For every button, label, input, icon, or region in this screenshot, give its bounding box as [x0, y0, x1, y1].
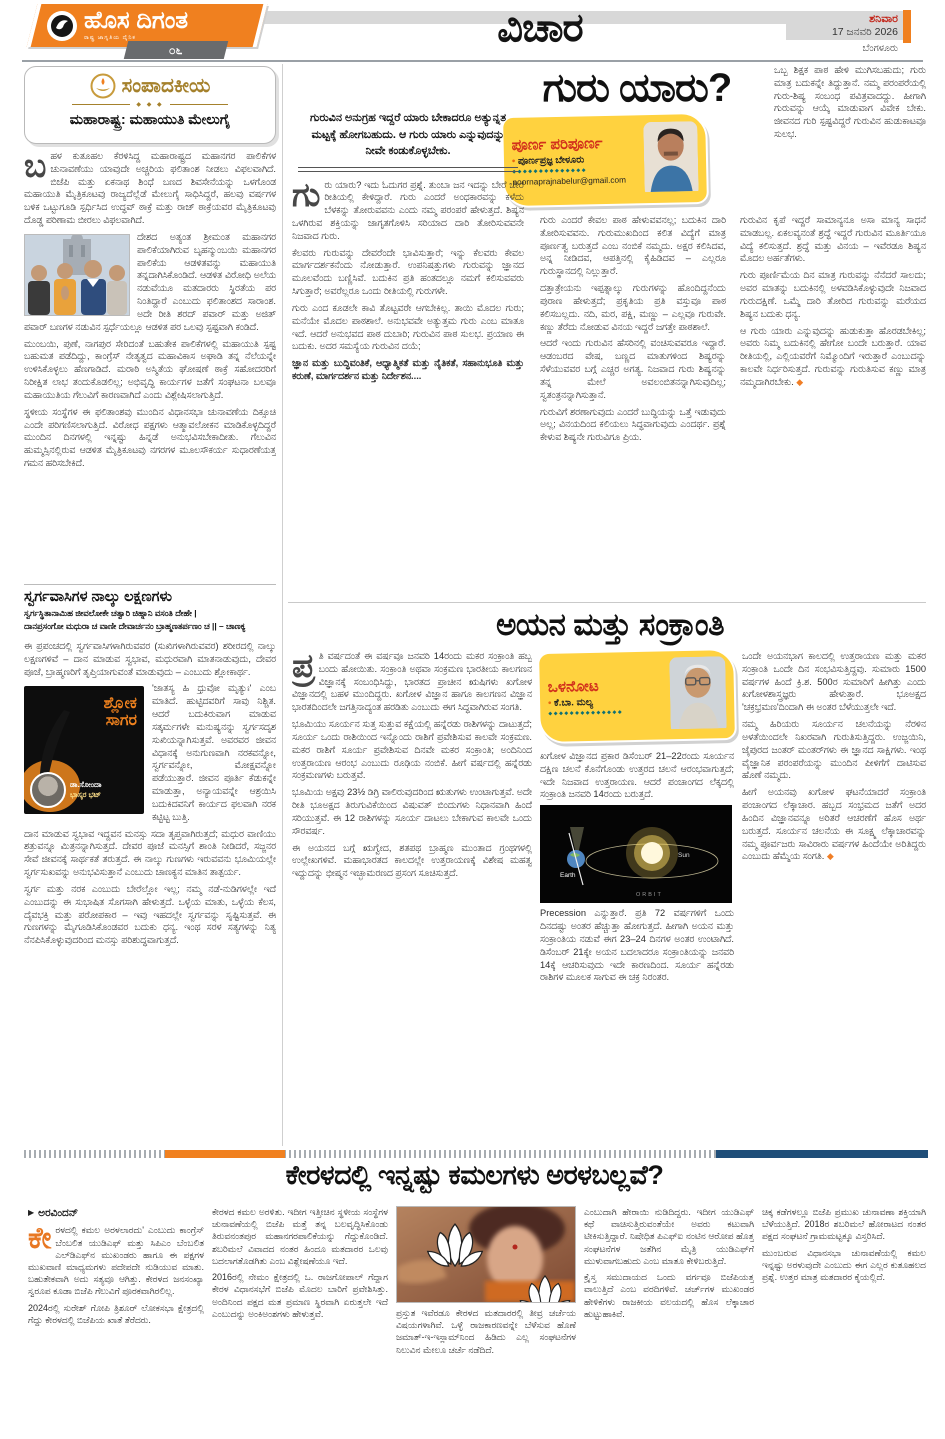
- shloka-box-title-1: ಶ್ಲೋಕ: [103, 695, 137, 713]
- guru-para: ಆ ಗುರು ಯಾರು ಎನ್ನುವುದನ್ನು ಹುಡುಕುತ್ತಾ ಹೊರಡಬೇಕಿಲ್ಲ; ಅವರು ನಿಮ್ಮ ಬದುಕಿನಲ್ಲಿ ಹೇಗೋ ಬಂದೇ ಬರುತ್ತಾರೆ. ಯಾವ ರೀತಿಯಲ್ಲಿ, ಎಲ್ಲಿಯವರೆಗೆ ನಿಮ್ಮೊಂದಿಗೆ ಇರುತ್ತಾರೆ ಎಂಬುದನ್ನು ಕಾಲವೇ ನಿರ್ಧರಿಸುತ್ತದೆ. ಗುರುವನ್ನು ಗುರುತಿಸುವ ಕಣ್ಣು ಮಾತ್ರ ನಮ್ಮದಾಗಿರಬೇಕು. ◆: [740, 325, 926, 387]
- paper-name: ಹೊಸ ದಿಗಂತ: [84, 7, 189, 34]
- kerala-para: ಎಂಬುದಾಗಿ ಹೇರಾಯಿ ನುಡಿದಿದ್ದರು. ಇದೀಗ ಯುಡಿಎಫ್ ಕಥೆ ವಾಚಿಸುತ್ತಿರುವಂತೆಯೇ ಅವರು ಕಟುವಾಗಿ ಟೀಕಿಸುತ್ತಿದ್ದಾರೆ. ನಿಷೇಧಿತ ಪಿಎಫ್‌ಐ ನಂಟಿನ ಆರೋಪ ಹೊತ್ತ ಸಂಘಟನೆಗಳ ಜತೆಗಿನ ಮೈತ್ರಿ ಯುಡಿಎಫ್‌ಗೆ ಮುಳುವಾಗಬಹುದು ಎಂಬ ಮಾತೂ ಕೇಳಿಬರುತ್ತಿದೆ.: [584, 1207, 754, 1266]
- ayana-headline: ಅಯನ ಮತ್ತು ಸಂಕ್ರಾಂತಿ: [495, 607, 725, 642]
- editorial-headline: ಮಹಾರಾಷ್ಟ್ರ: ಮಹಾಯುತಿ ಮೇಲುಗೈ: [69, 111, 231, 127]
- kerala-para: ಕೇರಳದ ಕಮಲ ಅರಳಿತು. ಇದೀಗ ಇತ್ತೀಚಿನ ಸ್ಥಳೀಯ ಸಂಸ್ಥೆಗಳ ಚುನಾವಣೆಯಲ್ಲಿ ಬಿಜೆಪಿ ಮತ್ತೆ ತನ್ನ ಬಲವೃದ್ಧಿಸಿಕೊಂಡು ತಿರುವನಂತಪುರ ಮಹಾನಗರಪಾಲಿಕೆಯನ್ನು ಗೆದ್ದುಕೊಂಡಿದೆ. ಶಬರಿಮಲೆ ವಿವಾದದ ನಂತರ ಹಿಂದೂ ಮತದಾರರ ಒಲವು ಬದಲಾಗತೊಡಗಿತು ಎಂಬ ವಿಶ್ಲೇಷಣೆಯೂ ಇದೆ.: [212, 1207, 388, 1266]
- diagram-label-earth: Earth: [560, 872, 576, 880]
- ayana-para: ನಮ್ಮ ಹಿರಿಯರು ಸೂರ್ಯನ ಚಲನೆಯನ್ನು ನೆರಳಿನ ಅಳತೆಯಿಂದಲೇ ನಿಖರವಾಗಿ ಗುರುತಿಸುತ್ತಿದ್ದರು. ಉಜ್ಜಯಿನಿ, ಜೈಪುರದ ಜಂತರ್ ಮಂತರ್‌ಗಳು ಈ ಜ್ಞಾನದ ಸಾಕ್ಷಿಗಳು. ಇಂಥ ವೈಜ್ಞಾನಿಕ ಪರಂಪರೆಯನ್ನು ಮುಂದಿನ ಪೀಳಿಗೆಗೆ ದಾಟಿಸುವ ಹೊಣೆ ನಮ್ಮದು.: [742, 719, 926, 781]
- ayana-para: ಒಂದೇ ಅಯನಭಾಗ ಕಾಲದಲ್ಲಿ ಉತ್ತರಾಯಣ ಮತ್ತು ಮಕರ ಸಂಕ್ರಾಂತಿ ಒಂದೇ ದಿನ ಸಂಭವಿಸುತ್ತಿದ್ದವು. ಸುಮಾರು 1500 ವರ್ಷಗಳ ಹಿಂದೆ ಕ್ರಿ.ಶ. 500ರ ಸುಮಾರಿಗೆ ಹೀಗಿತ್ತು ಎಂದು ಖಗೋಳಶಾಸ್ತ್ರಜ್ಞರು ಹೇಳುತ್ತಾರೆ. ಭೂಅಕ್ಷದ 'ಚಕ್ರಭ್ರಮಣ'ದಿಂದಾಗಿ ಈ ಅಂತರ ಬೆಳೆಯುತ್ತಲೇ ಇದೆ.: [742, 651, 926, 713]
- kerala-para: ರಳದಲ್ಲಿ ಕಮಲ ಅರಳಲಾರದು' ಎಂಬುದು ಕಾಂಗ್ರೆಸ್ ಬೆಂಬಲಿತ ಯುಡಿಎಫ್ ಮತ್ತು ಸಿಪಿಎಂ ಬೆಂಬಲಿತ ಎಲ್‌ಡಿಎಫ್‌ನ ಮುಖಂಡರು ಹಾಗೂ ಈ ಪಕ್ಷಗಳ ಮುಖವಾಣಿ ಮಾಧ್ಯಮಗಳು ಪದೇಪದೇ ನುಡಿಯುವ ಮಾತು. ಬಹುತೇಕವಾಗಿ ಅದು ಸತ್ಯವೂ ಆಗಿತ್ತು. ಕೇರಳದ ಜನಸಂಖ್ಯಾ ಸ್ವರೂಪ ಕೂಡಾ ಬಿಜೆಪಿ ಗೆಲುವಿಗೆ ಪೂರಕವಾಗಿರಲಿಲ್ಲ.: [28, 1225, 204, 1297]
- masthead-emblem-icon: [46, 10, 78, 42]
- guru-col-3: [740, 214, 926, 598]
- guru-col-3-top: [774, 64, 926, 210]
- shloka-para: ಸ್ವರ್ಗ ಮತ್ತು ನರಕ ಎಂಬುದು ಬೇರೆಲ್ಲೋ ಇಲ್ಲ; ನಮ್ಮ ನಡೆ-ನುಡಿಗಳಲ್ಲೇ ಇದೆ ಎಂಬುದನ್ನು ಈ ಸುಭಾಷಿತ ಸೊಗಸಾಗಿ ಹೇಳುತ್ತದೆ. ಒಳ್ಳೆಯ ಮಾತು, ಒಳ್ಳೆಯ ಕೆಲಸ, ದೈವಭಕ್ತಿ ಮತ್ತು ಪರೋಪಕಾರ – ಇವು ಇಹದಲ್ಲೇ ಸ್ವರ್ಗವನ್ನು ಸೃಷ್ಟಿಸುತ್ತವೆ. ಈ ಗುಣಗಳನ್ನು ಮೈಗೂಡಿಸಿಕೊಂಡವರ ಬದುಕು ಧನ್ಯ. ಇಂಥ ಸರಳ ಸತ್ಯಗಳನ್ನು ನಿತ್ಯ ನೆನಪಿಸಿಕೊಳ್ಳುವುದರಿಂದ ಮನಸ್ಸು ಪರಿಶುದ್ಧವಾಗುತ್ತದೆ.: [24, 883, 276, 946]
- guru-para: ಗುರುವಿಗೆ ಶರಣಾಗುವುದು ಎಂದರೆ ಬುದ್ಧಿಯನ್ನು ಒತ್ತೆ ಇಡುವುದು ಅಲ್ಲ; ವಿನಯದಿಂದ ಕಲಿಯಲು ಸಿದ್ಧವಾಗುವುದು ಎಂದರ್ಥ. ಪ್ರಶ್ನೆ ಕೇಳುವ ಶಿಷ್ಯನೇ ಗುರುವಿಗೂ ಪ್ರಿಯ.: [540, 406, 726, 443]
- separator-orange-bar: [165, 1150, 285, 1158]
- guru-headline: ಗುರು ಯಾರು?: [542, 66, 732, 110]
- editorial-para: ಹಳ ಕುತೂಹಲ ಕೆರಳಿಸಿದ್ದ ಮಹಾರಾಷ್ಟ್ರದ ಮಹಾನಗರ ಪಾಲಿಕೆಗಳ ಚುನಾವಣೆಯು ಯಾವುದೇ ಅಚ್ಚರಿಯ ಫಲಿತಾಂಶ ನೀಡಲು ವಿಫಲವಾಗಿದೆ. ಬಿಜೆಪಿ ಮತ್ತು ಏಕನಾಥ ಶಿಂಧೆ ಬಣದ ಶಿವಸೇನೆಯನ್ನು ಒಳಗೊಂಡ ಮಹಾಯುತಿ ಮೈತ್ರಿಕೂಟವು ರಾಜ್ಯದೆಲ್ಲೆಡೆ ಮೇಲುಗೈ ಸಾಧಿಸಿದ್ದರೆ, ಹಲವು ವರ್ಷಗಳ ಬಳಿಕ ಒಟ್ಟುಗೂಡಿ ಸ್ಪರ್ಧಿಸಿದ ಉದ್ಧವ್ ಠಾಕ್ರೆ ಮತ್ತು ರಾಜ್ ಠಾಕ್ರೆಯವರ ಮೈತ್ರಿಕೂಟವು ದೊಡ್ಡ ಪರಿಣಾಮ ಬೀರಲು ವಿಫಲವಾಗಿದೆ.: [24, 151, 276, 226]
- diagram-label-sun: Sun: [678, 852, 690, 860]
- ayana-para: ಹೀಗೆ ಅಯನವು ಖಗೋಳ ಘಟನೆಯಾದರೆ ಸಂಕ್ರಾಂತಿ ಪಂಚಾಂಗದ ಲೆಕ್ಕಾಚಾರ. ಹಬ್ಬದ ಸಂಭ್ರಮದ ಜತೆಗೆ ಅದರ ಹಿಂದಿನ ವಿಜ್ಞಾನವನ್ನೂ ಅರಿತರೆ ಆಚರಣೆಗೆ ಹೊಸ ಅರ್ಥ ಬರುತ್ತದೆ. ಸೂರ್ಯನ ಚಲನೆಯ ಈ ಸೂಕ್ಷ್ಮ ಲೆಕ್ಕಾಚಾರವನ್ನು ನಮ್ಮ ಪೂರ್ವಜರು ಸಾವಿರಾರು ವರ್ಷಗಳ ಹಿಂದೆಯೇ ಅರಿತಿದ್ದರು ಎಂಬುದು ಹೆಮ್ಮೆಯ ಸಂಗತಿ. ◆: [742, 787, 926, 862]
- shloka-body: [24, 640, 276, 1145]
- shloka-para: ಈ ಪ್ರಪಂಚದಲ್ಲಿ ಸ್ವರ್ಗವಾಸಿಗಳಾಗಿರುವವರ (ಸುಖಿಗಳಾಗಿರುವವರ) ಶರೀರದಲ್ಲಿ ನಾಲ್ಕು ಲಕ್ಷಣಗಳಿವೆ – ದಾನ ಮಾಡುವ ಸ್ವಭಾವ, ಮಧುರವಾಗಿ ಮಾತನಾಡುವುದು, ದೇವರ ಪೂಜೆ, ಬ್ರಾಹ್ಮಣರಿಗೆ ತೃಪ್ತಿಯಾಗುವಂತೆ ಮಾಡುವುದು – ಎಂಬುದು ಶ್ಲೋಕಾರ್ಥ.: [24, 641, 276, 677]
- kerala-drop-cap: ಕೇ: [28, 1222, 52, 1256]
- ayana-para: ತಿ ವರ್ಷದಂತೆ ಈ ವರ್ಷವೂ ಜನವರಿ 14ರಂದು ಮಕರ ಸಂಕ್ರಾಂತಿ ಹಬ್ಬ ಬಂದು ಹೋಯಿತು. ಸಂಕ್ರಾಂತಿ ಅಥವಾ ಸಂಕ್ರಮಣ ಭಾರತೀಯ ಕಾಲಗಣನ ವಿಜ್ಞಾನಕ್ಕೆ ಸಂಬಂಧಿಸಿದ್ದು, ಭಾರತದ ಪ್ರಾಚೀನ ಋಷಿಗಳು ಖಗೋಳ ವಿಜ್ಞಾನದಲ್ಲಿ ಬಹಳ ಮುಂದಿದ್ದರು. ಖಗೋಳ ವಿಜ್ಞಾನ ಹಾಗೂ ಕಾಲಗಣನ ವಿಜ್ಞಾನ ಭಾರತದಿಂದಲೇ ಜಗತ್ತಿನಾದ್ಯಂತ ಹರಡಿತು ಎಂಬುದು ಈಗ ಸಿದ್ಧವಾಗಿರುವ ಸಂಗತಿ.: [292, 651, 532, 713]
- guru-para: ಕೆಲವರು ಗುರುವನ್ನು ದೇವರೆಂದೇ ಭಾವಿಸುತ್ತಾರೆ; ಇನ್ನು ಕೆಲವರು ಕೇವಲ ಮಾರ್ಗದರ್ಶಕನೆಂದು ನೋಡುತ್ತಾರೆ. ಉಪನಿಷತ್ತುಗಳು ಗುರುವನ್ನು ಜ್ಞಾನದ ಮೂಲವೆಂದು ಬಣ್ಣಿಸಿವೆ. ಬದುಕಿನ ಪ್ರತಿ ಹಂತದಲ್ಲೂ ನಮಗೆ ಕಲಿಸುವವರು ಸಿಗುತ್ತಾರೆ; ಅವರೆಲ್ಲರೂ ಒಂದು ರೀತಿಯಲ್ಲಿ ಗುರುಗಳೇ.: [292, 247, 524, 297]
- guru-para: ಒಬ್ಬ ಶಿಕ್ಷಕ ಪಾಠ ಹೇಳಿ ಮುಗಿಸಬಹುದು; ಗುರು ಮಾತ್ರ ಬದುಕನ್ನೇ ತಿದ್ದುತ್ತಾನೆ. ನಮ್ಮ ಪರಂಪರೆಯಲ್ಲಿ ಗುರು-ಶಿಷ್ಯ ಸಂಬಂಧ ಪವಿತ್ರವಾದದ್ದು. ಹೀಗಾಗಿ ಗುರುವನ್ನು ಆಯ್ಕೆ ಮಾಡುವಾಗ ವಿವೇಕ ಬೇಕು. ಜೀವನದ ಗುರಿ ಸ್ಪಷ್ಟವಿದ್ದರೆ ಗುರುವಿನ ಹುಡುಕಾಟವೂ ಸುಲಭ.: [774, 65, 926, 140]
- editorial-header-box: [24, 66, 276, 144]
- lotus-photo: [396, 1206, 576, 1303]
- ayana-para: ಖಗೋಳ ವಿಜ್ಞಾನದ ಪ್ರಕಾರ ಡಿಸೆಂಬರ್ 21–22ರಂದು ಸೂರ್ಯನ ದಕ್ಷಿಣ ಚಲನೆ ಕೊನೆಗೊಂಡು ಉತ್ತರದ ಚಲನೆ ಆರಂಭವಾಗುತ್ತದೆ; ಇದೇ ನಿಜವಾದ ಉತ್ತರಾಯಣ. ಆದರೆ ಪಂಚಾಂಗದ ಲೆಕ್ಕದಲ್ಲಿ ಸಂಕ್ರಾಂತಿ ಜನವರಿ 14ರಂದು ಬರುತ್ತದೆ.: [540, 751, 734, 800]
- ayana-para: ಭೂಮಿಯು ಸೂರ್ಯನ ಸುತ್ತ ಸುತ್ತುವ ಕಕ್ಷೆಯಲ್ಲಿ ಹನ್ನೆರಡು ರಾಶಿಗಳನ್ನು ದಾಟುತ್ತದೆ; ಸೂರ್ಯ ಒಂದು ರಾಶಿಯಿಂದ ಇನ್ನೊಂದು ರಾಶಿಗೆ ಪ್ರವೇಶಿಸುವ ಕಾಲವೇ ಸಂಕ್ರಮಣ. ಮಕರ ರಾಶಿಗೆ ಸೂರ್ಯ ಪ್ರವೇಶಿಸುವ ದಿನವೇ ಮಕರ ಸಂಕ್ರಾಂತಿ; ಅಂದಿನಿಂದ ಉತ್ತರಾಯಣ ಆರಂಭ ಎಂಬುದು ರೂಢಿಯ ನಂಬಿಕೆ. ಹೀಗೆ ವರ್ಷದಲ್ಲಿ ಹನ್ನೆರಡು ಸಂಕ್ರಮಣಗಳು ಬರುತ್ತವೆ.: [292, 719, 532, 781]
- kerala-para: 2024ರಲ್ಲಿ ಸುರೇಶ್ ಗೋಪಿ ತ್ರಿಶೂರ್ ಲೋಕಸಭಾ ಕ್ಷೇತ್ರದಲ್ಲಿ ಗೆದ್ದು ಕೇರಳದಲ್ಲಿ ಬಿಜೆಪಿಯ ಖಾತೆ ತೆರೆದರು.: [28, 1302, 204, 1325]
- shloka-verse: [24, 607, 276, 633]
- guru-para: ಗುರು ಪೂರ್ಣಿಮೆಯ ದಿನ ಮಾತ್ರ ಗುರುವನ್ನು ನೆನೆದರೆ ಸಾಲದು; ಅವರ ಮಾತನ್ನು ಬದುಕಿನಲ್ಲಿ ಅಳವಡಿಸಿಕೊಳ್ಳುವುದೇ ನಿಜವಾದ ಗುರುದಕ್ಷಿಣೆ. ಒಮ್ಮೆ ದಾರಿ ತೋರಿದ ಗುರುವನ್ನು ಮರೆಯದ ಶಿಷ್ಯನ ಬದುಕು ಧನ್ಯ.: [740, 270, 926, 319]
- kerala-byline: [28, 1206, 204, 1220]
- ayana-box-dots: ◆◆◆◆◆◆◆◆◆◆◆◆◆◆: [548, 709, 624, 717]
- kerala-col-1: [28, 1206, 204, 1436]
- shloka-author-name-1: ಡಾ.ಸೋಂದಾ: [70, 780, 102, 790]
- article-end-mark: ◆: [826, 851, 834, 862]
- section-separator-stripes: [24, 1150, 925, 1158]
- masthead-orange-tick: [903, 10, 911, 43]
- shloka-box-title-2: ಸಾಗರ: [105, 712, 137, 730]
- ayana-author-name: ಕೆ.ಬಾ. ಮಲ್ಯ: [553, 696, 594, 709]
- shloka-verse-line1: ಸ್ವರ್ಗಸ್ಥಿತಾನಾಮಿಹ ಜೀವಲೋಕೇ ಚತ್ವಾರಿ ಚಿಹ್ನಾನಿ ವಸಂತಿ ದೇಹೇ |: [24, 608, 197, 618]
- editorial-emblem-icon: [90, 73, 116, 99]
- guru-box-dots: ◆◆◆◆◆◆◆◆◆◆◆◆◆◆: [512, 167, 588, 175]
- guru-drop-cap: ಗು: [292, 175, 321, 213]
- shloka-para: 'ಜಾತಸ್ಯ ಹಿ ಧ್ರುವೋ ಮೃತ್ಯುಃ' ಎಂಬ ಮಾತಿದೆ. ಹುಟ್ಟಿದವರಿಗೆ ಸಾವು ನಿಶ್ಚಿತ. ಆದರೆ ಬದುಕಿರುವಾಗ ಮಾಡುವ ಸತ್ಕರ್ಮಗಳೇ ಮನುಷ್ಯನನ್ನು ಸ್ವರ್ಗಸದೃಶ ಸುಖಿಯನ್ನಾಗಿಸುತ್ತವೆ. ಅವರವರ ಜೀವನ ವಿಧಾನಕ್ಕೆ ಅನುಗುಣವಾಗಿ ನರಕವನ್ನೋ, ಸ್ವರ್ಗವನ್ನೋ, ಮೋಕ್ಷವನ್ನೋ ಪಡೆಯುತ್ತಾರೆ. ಜೀವನ ಪೂರ್ತಿ ಕೆಡುಕನ್ನೇ ಮಾಡುತ್ತಾ, ಅನ್ಯಾಯವನ್ನೇ ಆಶ್ರಯಿಸಿ ಬದುಕಿದವನಿಗೆ ಕಾರ್ಯದ ಫಲವಾಗಿ ನರಕ ಕಟ್ಟಿಟ್ಟ ಬುತ್ತಿ.: [152, 683, 276, 822]
- ayana-author-photo: [669, 656, 727, 734]
- kerala-byline-name: ಅರವಿಂದನ್: [38, 1207, 79, 1219]
- masthead-day: ಶನಿವಾರ: [869, 13, 898, 25]
- masthead-rule: [22, 60, 923, 62]
- kerala-col-4: [584, 1206, 754, 1436]
- kerala-para: ಕ್ರೈಸ್ತ ಸಮುದಾಯದ ಒಂದು ವರ್ಗವೂ ಬಿಜೆಪಿಯತ್ತ ವಾಲುತ್ತಿದೆ ಎಂಬ ವರದಿಗಳಿವೆ. ಚರ್ಚ್‌ಗಳ ಮುಖಂಡರ ಹೇಳಿಕೆಗಳು ರಾಜಕೀಯ ವಲಯದಲ್ಲಿ ಹೊಸ ಲೆಕ್ಕಾಚಾರ ಹುಟ್ಟುಹಾಕಿವೆ.: [584, 1272, 754, 1319]
- guru-col-1: [292, 110, 524, 598]
- kerala-para: ಮುಂಬರುವ ವಿಧಾನಸಭಾ ಚುನಾವಣೆಯಲ್ಲಿ ಕಮಲ ಇನ್ನಷ್ಟು ಅರಳುವುದೇ ಎಂಬುದು ಈಗ ಎಲ್ಲರ ಕುತೂಹಲದ ಪ್ರಶ್ನೆ. ಉತ್ತರ ಮಾತ್ರ ಮತದಾರರ ಕೈಯಲ್ಲಿದೆ.: [762, 1247, 926, 1283]
- earth-sun-orbit-diagram: [540, 805, 732, 903]
- guru-standfirst: ಗುರುವಿನ ಅನುಗ್ರಹ ಇದ್ದರೆ ಯಾರು ಬೇಕಾದರೂ ಅತ್ಯುನ್ನತ ಮಟ್ಟಕ್ಕೆ ಹೋಗಬಹುದು. ಆ ಗುರು ಯಾರು ಎನ್ನುವುದನ್ನು ನೀವೇ ಕಂಡುಕೊಳ್ಳಬೇಕು.: [309, 112, 507, 157]
- separator-blue-bar: [716, 1150, 928, 1158]
- column-rule: [282, 64, 283, 1146]
- kerala-col-3: [396, 1206, 576, 1436]
- guru-para: ಗುರುವಿನ ಕೃಪೆ ಇದ್ದರೆ ಸಾಮಾನ್ಯನೂ ಅಸಾ ಮಾನ್ಯ ಸಾಧನೆ ಮಾಡಬಲ್ಲ. ಏಕಲವ್ಯನಂತೆ ಶ್ರದ್ಧೆ ಇದ್ದರೆ ಗುರುವಿನ ಮೂರ್ತಿಯೂ ವಿದ್ಯೆ ಕಲಿಸುತ್ತದೆ. ಶ್ರದ್ಧೆ ಮತ್ತು ವಿನಯ – ಇವೆರಡೂ ಶಿಷ್ಯನ ಮೊದಲ ಅರ್ಹತೆಗಳು.: [740, 215, 926, 264]
- standfirst-rule: [298, 167, 518, 172]
- guru-para: ರು ಯಾರು? ಇದು ಓದುಗರ ಪ್ರಶ್ನೆ. ತುಂಬಾ ಜನ ಇದನ್ನು ಬೇರೆ ಬೇರೆ ರೀತಿಯಲ್ಲಿ ಕೇಳಿದ್ದಾರೆ. ಗುರು ಎಂದರೆ ಅಂಧಕಾರವನ್ನು ಕಳೆದು ಬೆಳಕನ್ನು ತೋರುವವನು ಎಂದು ನಮ್ಮ ಪರಂಪರೆ ಹೇಳುತ್ತದೆ. ಶಿಷ್ಯನ ಒಳಗಿರುವ ಶಕ್ತಿಯನ್ನು ಜಾಗೃತಗೊಳಿಸಿ ಸರಿಯಾದ ದಾರಿ ತೋರಿಸುವವನೇ ನಿಜವಾದ ಗುರು.: [292, 179, 524, 241]
- shloka-author-avatar: [30, 772, 66, 808]
- editorial-divider: ◆ ◆ ◆: [33, 101, 267, 108]
- editorial-body: [24, 150, 276, 584]
- section-title: ವಿಚಾರ: [497, 6, 583, 50]
- guru-author-photo: [643, 121, 699, 197]
- editorial-para: ಸ್ಥಳೀಯ ಸಂಸ್ಥೆಗಳ ಈ ಫಲಿತಾಂಶವು ಮುಂದಿನ ವಿಧಾನಸಭಾ ಚುನಾವಣೆಯ ದಿಕ್ಸೂಚಿ ಎಂದೇ ಪರಿಗಣಿಸಲಾಗುತ್ತಿದೆ. ವಿರೋಧ ಪಕ್ಷಗಳು ಆತ್ಮಾವಲೋಕನ ಮಾಡಿಕೊಳ್ಳದಿದ್ದರೆ ಮುಂದಿನ ದಿನಗಳಲ್ಲಿ ಇನ್ನಷ್ಟು ಹಿನ್ನಡೆ ಅನುಭವಿಸಬೇಕಾದೀತು. ಗೆಲುವಿನ ಹುಮ್ಮಸ್ಸಿನಲ್ಲಿರುವ ಆಡಳಿತ ಮೈತ್ರಿಕೂಟವು ನಗರಗಳ ಮೂಲಸೌಕರ್ಯ ಸುಧಾರಣೆಯತ್ತ ಗಮನ ಹರಿಸಬೇಕಿದೆ.: [24, 406, 276, 469]
- ayana-col-3: [742, 650, 926, 1144]
- paper-tagline: ರಾಷ್ಟ್ರ ಜಾಗೃತಿಯ ದೈನಿಕ: [84, 35, 136, 41]
- guru-para: ಗುರು ಎಂದರೆ ಕೇವಲ ಪಾಠ ಹೇಳುವವನಲ್ಲ; ಬದುಕಿನ ದಾರಿ ತೋರಿಸುವವನು. ಗುರುಮುಖದಿಂದ ಕಲಿತ ವಿದ್ಯೆಗೆ ಮಾತ್ರ ಪೂರ್ಣತ್ವ ಬರುತ್ತದೆ ಎಂಬ ನಂಬಿಕೆ ನಮ್ಮದು. ಅಕ್ಷರ ಕಲಿಸಿದವ, ಅನ್ನ ನೀಡಿದವ, ಆಪತ್ತಿನಲ್ಲಿ ಕೈಹಿಡಿದವ – ಎಲ್ಲರೂ ಗುರುಸ್ಥಾನದಲ್ಲಿ ನಿಲ್ಲುತ್ತಾರೆ.: [540, 215, 726, 277]
- kerala-col-2: [212, 1206, 388, 1436]
- editorial-politicians-photo: [24, 234, 130, 316]
- kerala-col-5: [762, 1206, 926, 1436]
- article-divider-rule: [288, 602, 926, 603]
- bullet-icon: •: [548, 697, 552, 709]
- shloka-verse-line2: ದಾನಪ್ರಸಂಗೋ ಮಧುರಾ ಚ ವಾಣೀ ದೇವಾರ್ಚನಂ ಬ್ರಾಹ್ಮಣತರ್ಪಣಂ ಚ || – ಚಾಣಕ್ಯ: [24, 621, 246, 632]
- byline-arrow-icon: ▶: [28, 1207, 35, 1217]
- kerala-headline: ಕೇರಳದಲ್ಲಿ ಇನ್ನಷ್ಟು ಕಮಲಗಳು ಅರಳಬಲ್ಲವೆ?: [285, 1160, 664, 1190]
- ayana-para: ಈ ಅಯನದ ಬಗ್ಗೆ ಋಗ್ವೇದ, ಶತಪಥ ಬ್ರಾಹ್ಮಣ ಮುಂತಾದ ಗ್ರಂಥಗಳಲ್ಲಿ ಉಲ್ಲೇಖಗಳಿವೆ. ಮಹಾಭಾರತದ ಕಾಲದಲ್ಲೇ ಉತ್ತರಾಯಣಕ್ಕೆ ವಿಶೇಷ ಮಹತ್ವ ಇದ್ದುದನ್ನು ಭೀಷ್ಮನ ಇಚ್ಛಾಮರಣದ ಪ್ರಸಂಗ ಸೂಚಿಸುತ್ತದೆ.: [292, 842, 532, 879]
- kerala-para: 2016ರಲ್ಲಿ ನೇಮಂ ಕ್ಷೇತ್ರದಲ್ಲಿ ಒ. ರಾಜಗೋಪಾಲ್ ಗೆದ್ದಾಗ ಕೇರಳ ವಿಧಾನಸಭೆಗೆ ಬಿಜೆಪಿ ಮೊದಲ ಬಾರಿಗೆ ಪ್ರವೇಶಿಸಿತ್ತು. ಅಂದಿನಿಂದ ಪಕ್ಷದ ಮತ ಪ್ರಮಾಣ ಸ್ಥಿರವಾಗಿ ಏರುತ್ತಲೇ ಇದೆ ಎಂಬುದನ್ನು ಅಂಕಿಅಂಶಗಳು ಹೇಳುತ್ತವೆ.: [212, 1272, 388, 1319]
- kerala-para: ಪ್ರಸ್ತುತ ಇವೆರಡೂ ಕೇರಳದ ಮತದಾರರಲ್ಲಿ ತೀವ್ರ ಚರ್ಚೆಯ ವಿಷಯಗಳಾಗಿವೆ. ಒಳ್ಳೆ ರಾಜಕಾರಣವನ್ನೇ ಬೆಳೆಸುವ ಹೊಣೆ ಜಮಾತ್-ಇ-ಇಸ್ಲಾಮ್‌ನಿಂದ ಹಿಡಿದು ಎಲ್ಲ ಸಂಘಟನೆಗಳ ನಿಲುವಿನ ಮೇಲೂ ಚರ್ಚೆ ನಡೆದಿದೆ.: [396, 1308, 576, 1355]
- ayana-col-2: [540, 750, 734, 1144]
- guru-author-box: [501, 112, 709, 208]
- guru-para: ಆದರೆ ಇಂದು ಗುರುವಿನ ಹೆಸರಿನಲ್ಲಿ ವಂಚಿಸುವವರೂ ಇದ್ದಾರೆ. ಆಡಂಬರದ ವೇಷ, ಬಣ್ಣದ ಮಾತುಗಳಿಂದ ಶಿಷ್ಯರನ್ನು ಸೆಳೆಯುವವರ ಬಗ್ಗೆ ಎಚ್ಚರ ಅಗತ್ಯ. ನಿಜವಾದ ಗುರು ಶಿಷ್ಯನನ್ನು ತನ್ನ ಮೇಲೆ ಅವಲಂಬಿತನನ್ನಾಗಿಸುವುದಿಲ್ಲ; ಸ್ವತಂತ್ರನನ್ನಾಗಿಸುತ್ತಾನೆ.: [540, 338, 726, 400]
- shloka-author-name-2: ಭಾಸ್ಕರ ಭಟ್: [70, 790, 101, 800]
- guru-author-name: ಪೂರ್ಣಪ್ರಜ್ಞ ಬೇಳೂರು: [517, 154, 585, 167]
- guru-col-2: [540, 214, 726, 598]
- article-end-mark: ◆: [796, 376, 804, 387]
- editorial-para: ದೇಶದ ಅತ್ಯಂತ ಶ್ರೀಮಂತ ಮಹಾನಗರ ಪಾಲಿಕೆಯಾಗಿರುವ ಬೃಹನ್ಮುಂಬಯಿ ಮಹಾನಗರ ಪಾಲಿಕೆಯ ಆಡಳಿತವನ್ನು ಮಹಾಯುತಿ ತನ್ನದಾಗಿಸಿಕೊಂಡಿದೆ. ಆಡಳಿತ ವಿರೋಧಿ ಅಲೆಯ ನಡುವೆಯೂ ಮತದಾರರು ಸ್ಥಿರತೆಯ ಪರ ನಿಂತಿದ್ದಾರೆ ಎಂಬುದು ಫಲಿತಾಂಶದ ಸಾರಾಂಶ. ಅದೇ ರೀತಿ ಶರದ್ ಪವಾರ್ ಮತ್ತು ಅಜಿತ್ ಪವಾರ್ ಬಣಗಳ ನಡುವಿನ ಸ್ಪರ್ಧೆಯಲ್ಲೂ ಆಡಳಿತ ಪರ ಒಲವು ಸ್ಪಷ್ಟವಾಗಿ ಕಂಡಿದೆ.: [24, 231, 276, 332]
- ayana-col-1: [292, 650, 532, 1144]
- editorial-label: ಸಂಪಾದಕೀಯ: [121, 74, 211, 97]
- shloka-sagar-box: [24, 686, 144, 814]
- editorial-para: ಮುಂಬಯಿ, ಪುಣೆ, ನಾಗಪುರ ಸೇರಿದಂತೆ ಬಹುತೇಕ ಪಾಲಿಕೆಗಳಲ್ಲಿ ಮಹಾಯುತಿ ಸ್ಪಷ್ಟ ಬಹುಮತ ಪಡೆದಿದ್ದು, ಕಾಂಗ್ರೆಸ್ ನೇತೃತ್ವದ ಮಹಾವಿಕಾಸ ಅಘಾಡಿ ತನ್ನ ನೆಲೆಯನ್ನೇ ಉಳಿಸಿಕೊಳ್ಳಲು ಹೆಣಗಾಡಿದೆ. ಮರಾಠಿ ಅಸ್ಮಿತೆಯ ಘೋಷಣೆ ಠಾಕ್ರೆ ಸಹೋದರರಿಗೆ ನಿರೀಕ್ಷಿತ ಲಾಭ ತಂದುಕೊಡಲಿಲ್ಲ; ಅಭಿವೃದ್ಧಿ ಕಾರ್ಯಗಳ ಜತೆಗೆ ಸಂಘಟನಾ ಬಲವೂ ಮಹಾಯುತಿಯ ಗೆಲುವಿಗೆ ಕಾರಣವಾಗಿದೆ ಎಂದು ವಿಶ್ಲೇಷಿಸಲಾಗುತ್ತಿದೆ.: [24, 338, 276, 400]
- shloka-para: ದಾನ ಮಾಡುವ ಸ್ವಭಾವ ಇದ್ದವನ ಮನಸ್ಸು ಸದಾ ತೃಪ್ತವಾಗಿರುತ್ತದೆ; ಮಧುರ ವಾಣಿಯು ಶತ್ರುವನ್ನೂ ಮಿತ್ರನನ್ನಾಗಿಸುತ್ತದೆ. ದೇವರ ಪೂಜೆ ಮನಸ್ಸಿಗೆ ಶಾಂತಿ ನೀಡಿದರೆ, ಸಜ್ಜನರ ಸೇವೆ ಜೀವನಕ್ಕೆ ಸಾರ್ಥಕತೆ ತರುತ್ತದೆ. ಈ ನಾಲ್ಕು ಗುಣಗಳು ಇರುವವನು ಭೂಮಿಯಲ್ಲೇ ಸ್ವರ್ಗಸುಖವನ್ನು ಅನುಭವಿಸುತ್ತಾನೆ ಎಂಬುದು ಚಾಣಕ್ಯನ ಮಾತಿನ ತಾತ್ಪರ್ಯ.: [24, 828, 276, 878]
- bullet-icon: •: [511, 155, 516, 167]
- masthead-city: ಬೆಂಗಳೂರು: [862, 43, 898, 54]
- diagram-label-orbit: ORBIT: [636, 892, 663, 899]
- ayana-para: Precession ಎನ್ನುತ್ತಾರೆ. ಪ್ರತಿ 72 ವರ್ಷಗಳಿಗೆ ಒಂದು ದಿನದಷ್ಟು ಅಂತರ ಹೆಚ್ಚುತ್ತಾ ಹೋಗುತ್ತದೆ. ಹೀಗಾಗಿ ಅಯನ ಮತ್ತು ಸಂಕ್ರಾಂತಿಯ ನಡುವೆ ಈಗ 23–24 ದಿನಗಳ ಅಂತರ ಉಂಟಾಗಿದೆ. ಡಿಸೆಂಬರ್ 21ಕ್ಕೇ ಅಯನ ಬದಲಾದರೂ ಸಂಕ್ರಾಂತಿಯನ್ನು ಜನವರಿ 14ಕ್ಕೆ ಆಚರಿಸುವುದು ಇದೇ ಕಾರಣದಿಂದ. ಸೂರ್ಯ ಹನ್ನೆರಡು ರಾಶಿಗಳ ಮೂಲಕ ಸಾಗುವ ಈ ಚಕ್ರ ನಿರಂತರ.: [540, 908, 734, 983]
- guru-para: ಗುರು ಎಂದ ಕೂಡಲೇ ಕಾವಿ ತೊಟ್ಟವರೇ ಆಗಬೇಕಿಲ್ಲ. ತಾಯಿ ಮೊದಲ ಗುರು; ಮನೆಯೇ ಮೊದಲ ಪಾಠಶಾಲೆ. ಅನುಭವವೇ ಅತ್ಯುತ್ತಮ ಗುರು ಎಂಬ ಮಾತೂ ಇದೆ. ಆದರೆ ಅನುಭವದ ಪಾಠ ದುಬಾರಿ; ಗುರುವಿನ ಪಾಠ ಸುಲಭ. ಪ್ರಯಾಣ ಈ ಬದುಕು. ಅದರ ಸಮಸ್ಯೆಯ ಗುರುವಿನ ದಯೆ;: [292, 302, 524, 352]
- shloka-top-rule: [24, 584, 276, 585]
- ayana-drop-cap: ಪ್ರ: [292, 650, 315, 684]
- guru-pull-quote: ಜ್ಞಾನ ಮತ್ತು ಬುದ್ಧಿವಂತಿಕೆ, ಆಧ್ಯಾತ್ಮಿಕತೆ ಮತ್ತು ನೈತಿಕತೆ, ಸಹಾನುಭೂತಿ ಮತ್ತು ಕರುಣೆ, ಮಾರ್ಗದರ್ಶನ ಮತ್ತು ನಿರ್ದೇಶನ....: [292, 358, 524, 382]
- page-number: ೦೬: [169, 42, 183, 57]
- shloka-heading: ಸ್ವರ್ಗವಾಸಿಗಳ ನಾಲ್ಕು ಲಕ್ಷಣಗಳು: [24, 589, 172, 605]
- ayana-column-title: ಒಳನೋಟ: [547, 677, 599, 696]
- guru-para: ದತ್ತಾತ್ರೇಯನು ಇಪ್ಪತ್ನಾಲ್ಕು ಗುರುಗಳನ್ನು ಹೊಂದಿದ್ದನೆಂದು ಪುರಾಣ ಹೇಳುತ್ತದೆ; ಪ್ರಕೃತಿಯ ಪ್ರತಿ ವಸ್ತುವೂ ಪಾಠ ಕಲಿಸಬಲ್ಲದು. ನದಿ, ಮರ, ಪಕ್ಷಿ, ಮಣ್ಣು – ಎಲ್ಲವೂ ಗುರುವೇ. ಕಣ್ಣು ತೆರೆದು ನೋಡುವ ವಿನಯ ಇದ್ದರೆ ಜಗತ್ತೇ ಪಾಠಶಾಲೆ.: [540, 283, 726, 332]
- masthead-date: 17 ಜನವರಿ 2026: [831, 26, 898, 38]
- ayana-author-box: [537, 648, 737, 744]
- page-number-badge: [124, 41, 228, 59]
- kerala-para: ಚಿಕ್ಕ ಕಡೆಗಳಲ್ಲೂ ಬಿಜೆಪಿ ಪ್ರಮುಖ ಚುನಾವಣಾ ಶಕ್ತಿಯಾಗಿ ಬೆಳೆಯುತ್ತಿದೆ. 2018ರ ಶಬರಿಮಲೆ ಹೋರಾಟದ ನಂತರ ಪಕ್ಷದ ಸಂಘಟನೆ ಗ್ರಾಮಮಟ್ಟಕ್ಕೂ ವಿಸ್ತರಿಸಿದೆ.: [762, 1207, 926, 1242]
- guru-column-title: ಪೂರ್ಣ ಪರಿಪೂರ್ಣ: [511, 135, 603, 154]
- editorial-drop-cap: ಬ: [24, 150, 47, 184]
- guru-author-email: poornaprajnabelur@gmail.com: [512, 174, 627, 187]
- ayana-para: ಭೂಮಿಯ ಅಕ್ಷವು 23½ ಡಿಗ್ರಿ ವಾಲಿರುವುದರಿಂದ ಋತುಗಳು ಉಂಟಾಗುತ್ತವೆ. ಅದೇ ರೀತಿ ಭೂಅಕ್ಷದ ತಿರುಗುವಿಕೆಯಿಂದ ವಿಷುವತ್ ಬಿಂದುಗಳು ನಿಧಾನವಾಗಿ ಹಿಂದೆ ಸರಿಯುತ್ತವೆ. ಈ 12 ರಾಶಿಗಳನ್ನು ಸೂರ್ಯ ದಾಟಲು ಬೇಕಾಗುವ ಕಾಲವೇ ಒಂದು ಸೌರವರ್ಷ.: [292, 787, 532, 836]
